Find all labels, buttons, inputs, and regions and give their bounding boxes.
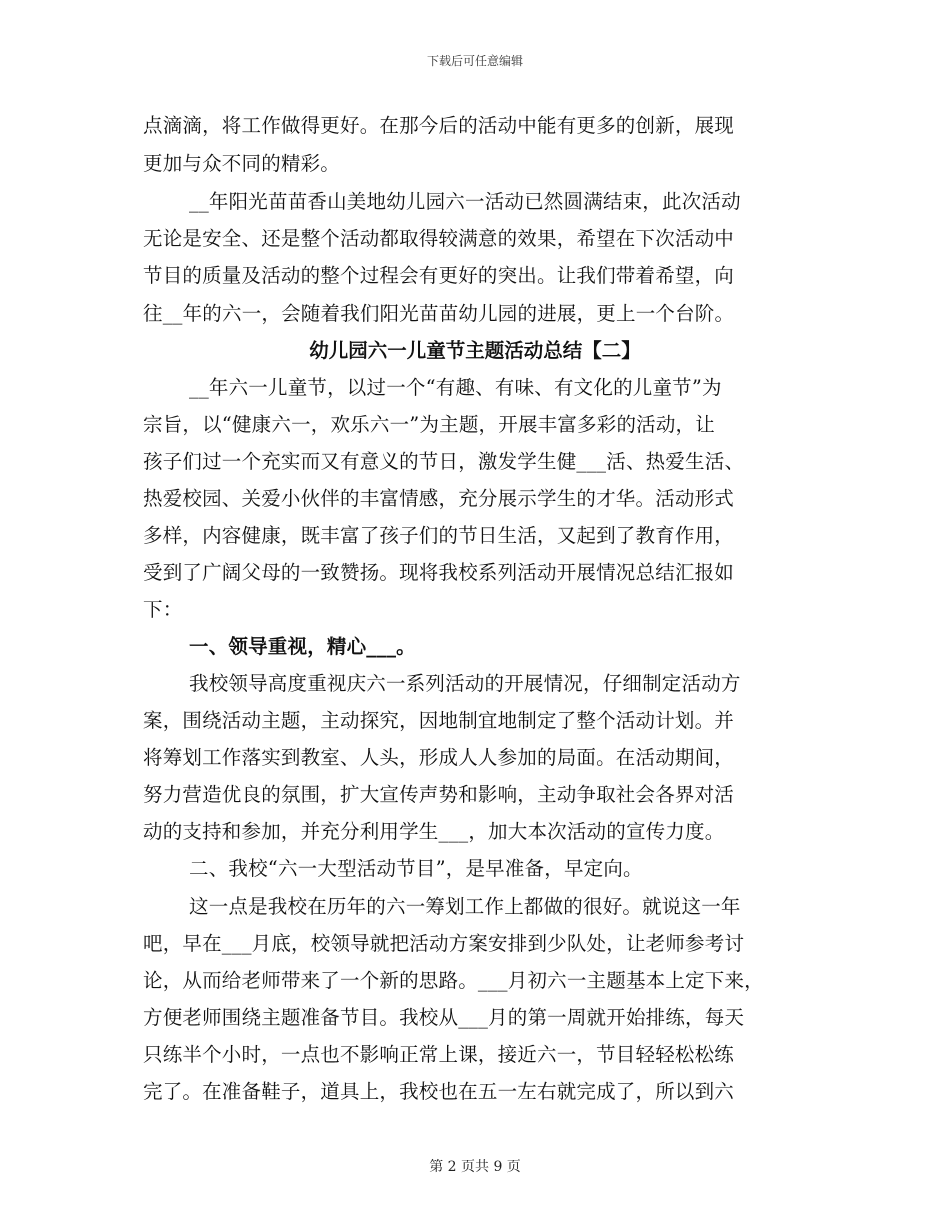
text-line: 孩子们过一个充实而又有意义的节日，激发学生健___活、热爱生活、 xyxy=(143,450,745,473)
text-line: 热爱校园、关爱小伙伴的丰富情感，充分展示学生的才华。活动形式 xyxy=(143,487,735,510)
subheading: 一、领导重视，精心___。 xyxy=(189,635,416,658)
page-footer: 第 2 页共 9 页 xyxy=(429,1159,521,1175)
text-line: 多样，内容健康，既丰富了孩子们的节日生活，又起到了教育作用， xyxy=(143,524,735,547)
text-line: 更加与众不同的精彩。 xyxy=(143,152,341,175)
text-line: 案，围绕活动主题，主动探究，因地制宜地制定了整个活动计划。并 xyxy=(143,709,735,732)
text-line: 完了。在准备鞋子，道具上，我校也在五一左右就完成了，所以到六 xyxy=(143,1080,735,1103)
text-line: 只练半个小时，一点也不影响正常上课，接近六一，节目轻轻松松练 xyxy=(143,1043,735,1066)
text-line: __年阳光苗苗香山美地幼儿园六一活动已然圆满结束，此次活动 xyxy=(189,190,741,213)
section-title: 幼儿园六一儿童节主题活动总结【二】 xyxy=(309,339,641,362)
text-line: 吧，早在___月底，校领导就把活动方案安排到少队处，让老师参考讨 xyxy=(143,932,745,955)
page-header: 下载后可任意编辑 xyxy=(426,54,523,68)
text-line: 我校领导高度重视庆六一系列活动的开展情况，仔细制定活动方 xyxy=(189,672,741,695)
text-line: 无论是安全、还是整个活动都取得较满意的效果，希望在下次活动中 xyxy=(143,227,735,250)
text-line: 二、我校“六一大型活动节目”，是早准备，早定向。 xyxy=(189,857,643,880)
text-line: 努力营造优良的氛围，扩大宣传声势和影响，主动争取社会各界对活 xyxy=(143,783,735,806)
text-line: 宗旨，以“健康六一，欢乐六一”为主题，开展丰富多彩的活动，让 xyxy=(143,413,715,436)
text-line: 论，从而给老师带来了一个新的思路。___月初六一主题基本上定下来， xyxy=(143,969,764,992)
text-line: 方便老师围绕主题准备节目。我校从___月的第一周就开始排练，每天 xyxy=(143,1006,745,1029)
text-line: 点滴滴，将工作做得更好。在那今后的活动中能有更多的创新，展现 xyxy=(143,114,735,137)
text-line: 下： xyxy=(143,598,183,621)
text-line: 受到了广阔父母的一致赞扬。现将我校系列活动开展情况总结汇报如 xyxy=(143,561,735,584)
text-line: 将筹划工作落实到教室、人头，形成人人参加的局面。在活动期间， xyxy=(143,746,735,769)
text-line: 往__年的六一，会随着我们阳光苗苗幼儿园的进展，更上一个台阶。 xyxy=(143,302,735,325)
text-line: 节目的质量及活动的整个过程会有更好的突出。让我们带着希望，向 xyxy=(143,264,735,287)
text-line: __年六一儿童节，以过一个“有趣、有味、有文化的儿童节”为 xyxy=(189,376,722,399)
text-line: 这一点是我校在历年的六一筹划工作上都做的很好。就说这一年 xyxy=(189,895,741,918)
text-line: 动的支持和参加，并充分利用学生___，加大本次活动的宣传力度。 xyxy=(143,820,725,843)
